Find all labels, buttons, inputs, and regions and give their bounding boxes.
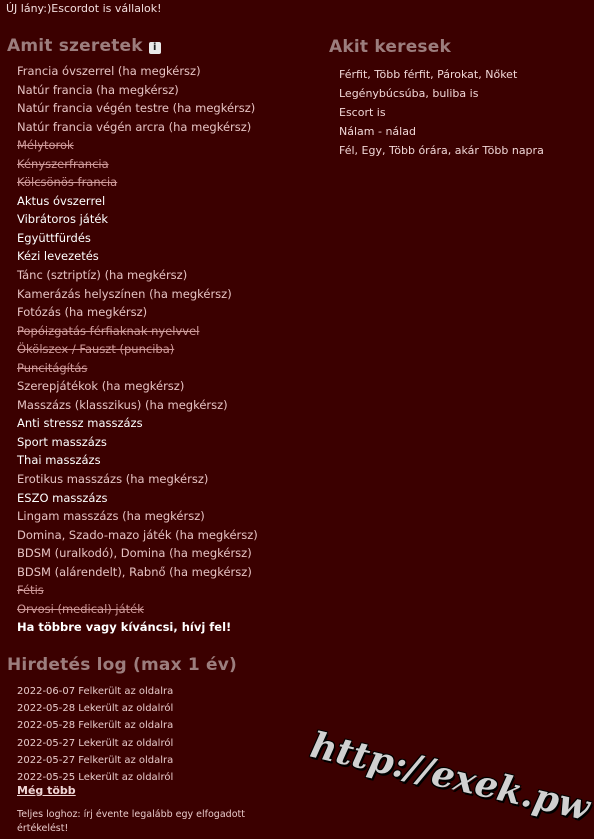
- service-item: Aktus óvszerrel: [17, 193, 106, 208]
- akit-keresek-heading: Akit keresek: [329, 37, 451, 57]
- service-item: ESZO masszázs: [17, 490, 108, 505]
- service-item: Tánc (sztriptíz) (ha megkérsz): [17, 268, 188, 283]
- service-item: Kölcsönös francia: [17, 175, 118, 190]
- meg-tobb-link[interactable]: Még több: [17, 784, 76, 797]
- service-item: Erotikus masszázs (ha megkérsz): [17, 472, 209, 487]
- service-item: Kényszerfrancia: [17, 156, 109, 171]
- service-list: [17, 62, 258, 637]
- info-icon[interactable]: i: [149, 42, 161, 54]
- service-item: Natúr francia végén testre (ha megkérsz): [17, 101, 256, 116]
- service-item: Ha többre vagy kíváncsi, hívj fel!: [17, 620, 232, 635]
- service-item: Masszázs (klasszikus) (ha megkérsz): [17, 397, 228, 412]
- log-entry: 2022-05-28 Felkerült az oldalra: [17, 720, 174, 732]
- service-item: Domina, Szado-mazo játék (ha megkérsz): [17, 527, 258, 542]
- log-entry: 2022-05-28 Lekerült az oldalról: [17, 703, 174, 715]
- amit-szeretek-title: Amit szeretek: [7, 36, 143, 56]
- service-item: Kézi levezetés: [17, 249, 99, 264]
- log-note: Teljes loghoz: írj évente legalább egy elfogadott értékelést!: [17, 809, 245, 834]
- amit-szeretek-heading: [7, 36, 161, 56]
- service-item: Vibrátoros játék: [17, 212, 109, 227]
- akit-item: Nálam - nálad: [339, 125, 416, 138]
- service-item: Thai masszázs: [17, 453, 101, 468]
- akit-item: Escort is: [339, 106, 386, 119]
- hirdetes-log-heading: Hirdetés log (max 1 év): [7, 655, 237, 675]
- service-item: Kamerázás helyszínen (ha megkérsz): [17, 286, 232, 301]
- service-item: Orvosi (medical) játék: [17, 601, 144, 616]
- service-item: Natúr francia végén arcra (ha megkérsz): [17, 119, 252, 134]
- akit-item: Férfit, Több férfit, Párokat, Nőket: [339, 68, 518, 81]
- service-item: BDSM (alárendelt), Rabnő (ha megkérsz): [17, 564, 252, 579]
- service-item: Natúr francia (ha megkérsz): [17, 82, 179, 97]
- watermark: http://exek.pw: [306, 724, 594, 830]
- service-item: BDSM (uralkodó), Domina (ha megkérsz): [17, 546, 252, 561]
- akit-item: Legénybúcsúba, buliba is: [339, 87, 479, 100]
- service-item: Szerepjátékok (ha megkérsz): [17, 379, 185, 394]
- akit-keresek-list: [339, 66, 544, 161]
- top-banner: ÚJ lány:)Escordot is vállalok!: [6, 2, 162, 15]
- log-entry: 2022-05-25 Lekerült az oldalról: [17, 771, 174, 783]
- log-entry: 2022-05-27 Lekerült az oldalról: [17, 737, 174, 749]
- hirdetes-log-list: [17, 683, 173, 786]
- service-item: Sport masszázs: [17, 434, 107, 449]
- service-item: Francia óvszerrel (ha megkérsz): [17, 64, 201, 78]
- service-item: Popóizgatás férfiaknak nyelvvel: [17, 323, 200, 338]
- log-entry: 2022-06-07 Felkerült az oldalra: [17, 686, 174, 697]
- service-item: Fétis: [17, 583, 44, 598]
- service-item: Lingam masszázs (ha megkérsz): [17, 509, 205, 524]
- service-item: Ökölszex / Fauszt (punciba): [17, 342, 175, 357]
- log-entry: 2022-05-27 Felkerült az oldalra: [17, 754, 174, 766]
- service-item: Puncitágítás: [17, 360, 88, 375]
- akit-item: Fél, Egy, Több órára, akár Több napra: [339, 144, 544, 157]
- service-item: Anti stressz masszázs: [17, 416, 143, 431]
- service-item: Együttfürdés: [17, 230, 91, 245]
- service-item: Fotózás (ha megkérsz): [17, 305, 148, 320]
- service-item: Mélytorok: [17, 138, 74, 153]
